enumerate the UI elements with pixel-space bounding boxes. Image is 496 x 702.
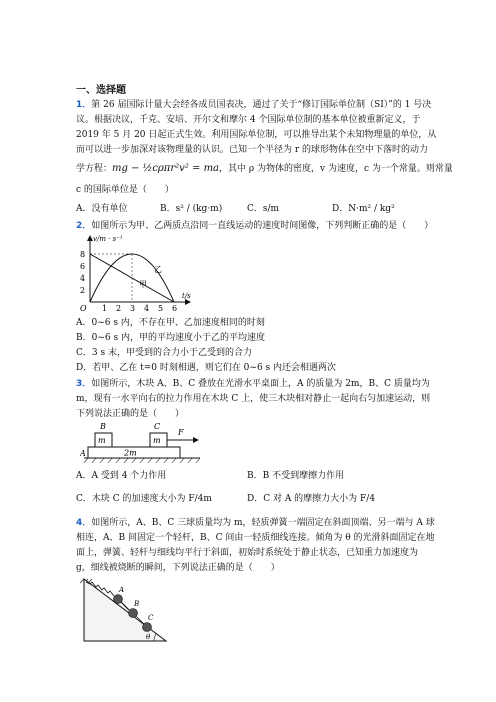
q3-label-c: C (154, 422, 161, 431)
q4-line-3: 面上，弹簧、轻杆与细线均平行于斜面，初始时系统处于静止状态，已知重力加速度为 (76, 548, 419, 558)
q1-equation: mg − ½cρπr²v² = ma (112, 163, 220, 174)
q3-mass-a: 2m (124, 448, 137, 458)
q1-option-b: B．s² / (kg·m) (160, 204, 223, 214)
q4-line-1 (76, 517, 435, 529)
q4-incline (84, 579, 166, 641)
q3-blocks-figure (80, 420, 205, 464)
q1-text-1: 第 26 届国际计量大会经各成员国表决，通过了关于“修订国际单位制（SI）”的 1 号决 (91, 100, 432, 110)
q2-y-tick-4: 4 (80, 274, 86, 283)
q3-mass-b: m (98, 436, 106, 445)
q3-line-2: m，现有一水平向右的拉力作用在木块 C 上，使三木块相对静止一起向右匀加速运动，则 (76, 394, 431, 404)
q2-y-axis-label: v/m · s⁻¹ (93, 235, 123, 243)
q3-text-1: 如图所示，木块 A、B、C 叠放在光滑水平桌面上，A 的质量为 2m，B、C 质量均为 (91, 379, 430, 389)
q3-option-b: B．B 不受到摩擦力作用 (247, 471, 345, 481)
q1-option-a: A．没有单位 (76, 204, 128, 214)
q2-x-tick-5: 5 (158, 304, 164, 312)
q3-option-c: C．木块 C 的加速度大小为 F/4m (76, 494, 212, 504)
q2-x-tick-3: 3 (130, 304, 136, 312)
q2-x-tick-4: 4 (144, 304, 150, 312)
q2-x-tick-2: 2 (116, 304, 122, 312)
q4-angle-label: θ (146, 633, 151, 641)
q2-origin: O (80, 304, 87, 312)
q3-number: 3． (76, 379, 92, 389)
q3-label-b: B (100, 422, 106, 431)
q1-option-c: C．s/m (247, 204, 280, 214)
q2-stem-line (76, 220, 433, 232)
q3-mass-c: m (153, 436, 161, 445)
q2-y-tick-6: 6 (80, 262, 86, 271)
q2-stem: 如图所示为甲、乙两质点沿同一直线运动的速度时间图像，下列判断正确的是（ ） (91, 221, 434, 231)
q2-option-c: C．3 s 末，甲受到的合力小于乙受到的合力 (76, 348, 252, 358)
q1-eq-prefix: 学方程： (76, 164, 113, 174)
q4-incline-figure (80, 575, 170, 645)
q2-x-tick-6: 6 (172, 304, 178, 312)
q1-line-6: c 的国际单位是（ ） (76, 185, 174, 195)
q3-line-1 (76, 378, 430, 390)
q2-option-d: D．若甲、乙在 t=0 时刻相遇，则它们在 0~6 s 内还会相遇两次 (76, 363, 337, 373)
q4-number: 4． (76, 518, 92, 528)
q1-number: 1． (76, 100, 92, 110)
q1-equation-line (76, 163, 453, 175)
q1-line-4: 而可以进一步加深对该物理量的认识。已知一个半径为 r 的球形物体在空中下落时的动力 (76, 145, 429, 155)
q4-text-1: 如图所示，A、B、C 三球质量均为 m，轻质弹簧一端固定在斜面顶端、另一端与 A 球 (91, 518, 435, 528)
q3-table-hatch (84, 458, 200, 463)
q4-ball-c (143, 623, 152, 632)
q4-label-c: C (148, 614, 154, 622)
section-title: 一、选择题 (76, 85, 126, 96)
q2-y-tick-2: 2 (80, 286, 86, 295)
q2-option-a: A．0~6 s 内，不存在甲、乙加速度相同的时刻 (76, 318, 265, 328)
q2-x-tick-1: 1 (102, 304, 108, 312)
q3-force-label: F (178, 428, 184, 437)
q1-line-3: 2019 年 5 月 20 日起正式生效。利用国际单位制，可以推导出某个未知物理量的单位，从 (76, 130, 437, 140)
q2-label-yi: 乙 (154, 265, 162, 274)
q4-label-a: A (119, 586, 125, 594)
q2-label-jia: 甲 (139, 280, 147, 289)
q2-y-tick-8: 8 (80, 250, 86, 259)
q1-line-2: 议。根据决议，千克、安培、开尔文和摩尔 4 个国际单位制的基本单位被重新定义，于 (76, 115, 421, 125)
q1-line-1 (76, 99, 431, 111)
q4-line-2: 相连，A、B 间固定一个轻杆，B、C 间由一轻质细线连接。倾角为 θ 的光滑斜面固定在地 (76, 533, 435, 543)
q4-line-4: g，细线被烧断的瞬间，下列说法正确的是（ ） (76, 563, 280, 573)
q1-eq-suffix: ，其中 ρ 为物体的密度，v 为速度，c 为一个常量。则常量 (219, 164, 453, 174)
q2-number: 2． (76, 221, 92, 231)
q2-option-b: B．0~6 s 内，甲的平均速度小于乙的平均速度 (76, 333, 265, 343)
q3-option-a: A．A 受到 4 个力作用 (76, 471, 167, 481)
q3-option-d: D．C 对 A 的摩擦力大小为 F/4 (247, 494, 376, 504)
q1-option-d: D．N·m² / kg² (332, 204, 395, 214)
q3-label-a: A (80, 449, 86, 458)
q4-label-b: B (134, 600, 140, 608)
q2-x-axis-label: t/s (182, 292, 191, 300)
q3-line-3: 下列说法正确的是（ ） (76, 409, 185, 419)
q2-vt-graph (76, 232, 196, 312)
